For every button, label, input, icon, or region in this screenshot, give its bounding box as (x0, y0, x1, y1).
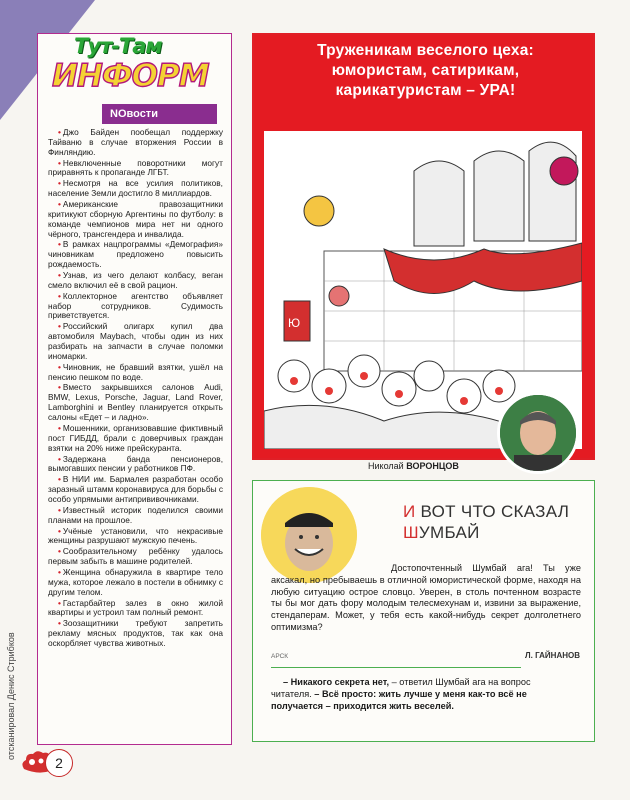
news-item: • Российский олигарх купил два автомобиля Maybach, чтобы один из них разбирать на запчасти в случае поломки иномарки. (48, 322, 223, 361)
news-item: • В НИИ им. Бармалея разработан особо заразный штамм коронавируса для борьбы с особо упрямыми антипрививочниками. (48, 475, 223, 505)
heading-text: УМБАЙ (418, 523, 480, 543)
logo (38, 34, 231, 98)
cartoon-author (368, 461, 459, 471)
news-item: • Невключенные поворотники могут приравнять к пропаганде ЛГБТ. (48, 159, 223, 179)
cartoon-title-line: Труженикам веселого цеха: (317, 42, 534, 59)
cartoon-title (254, 41, 597, 100)
answer-plain-part: – ответил Шумбай ага на вопрос читателя. (271, 677, 531, 699)
news-item: • Американские правозащитники критикуют сборную Аргентины по футболу: в команде чемпионов мира нет ни одного чёрного, трансгендера и инвалида. (48, 200, 223, 239)
news-item: • Коллекторное агентство объявляет набор сотрудников. Судимость приветствуется. (48, 292, 223, 322)
news-item: • Известный историк поделился своими планами на прошлое. (48, 506, 223, 526)
news-item: • Вместо закрывшихся салонов Audi, BMW, Lexus, Porsche, Jaguar, Land Rover, Lamborghini и Bentley планируется открыть салоны «Едет – и ладно». (48, 383, 223, 422)
question-source: АРСК (271, 653, 289, 660)
news-item: • Женщина обнаружила в квартире тело мужа, которое лежало в постели в обнимку с другим телом. (48, 568, 223, 598)
shumbai-panel (252, 480, 595, 742)
news-list (48, 128, 223, 649)
logo-top-text: Тут-Там (74, 34, 162, 58)
author-portrait (500, 395, 576, 471)
news-item: • В рамках нацпрограммы «Демография» чиновникам предложено повысить рождаемость. (48, 240, 223, 270)
news-item: • Гастарбайтер залез в окно жилой квартиры и устроил там полный ремонт. (48, 599, 223, 619)
page-number: 2 (45, 749, 73, 777)
cartoon-title-line: юмористам, сатирикам, (331, 61, 520, 79)
logo-main-text: ИНФОРМ (52, 58, 209, 94)
news-item: • Несмотря на все усилия политиков, население Земли достигло 8 миллиардов. (48, 179, 223, 199)
author-photo (497, 392, 579, 474)
news-item: • Джо Байден пообещал поддержку Тайваню в случае вторжения России в Финляндию. (48, 128, 223, 158)
news-item: • Задержана банда пенсионеров, вымогавших пенсии у работников ПФ. (48, 455, 223, 475)
scan-credit: отсканировал Денис Стрибков (6, 632, 16, 760)
heading-initial: И (403, 502, 416, 521)
news-item: • Узнав, из чего делают колбасу, веган смело включил её в свой рацион. (48, 271, 223, 291)
news-item: • Чиновник, не бравший взятки, ушёл на пенсию пешком по воде. (48, 363, 223, 383)
reader-question: Достопочтенный Шумбай ага! Ты уже аксакал, но пребываешь в отличной юмористической форме, находя на любую ситуацию острое словцо. Уверен, в столь почтенном возрасте ты бы мог дать фору молодым телесмехунам и, извини за выражение, стендаперам. Может, у тебя есть какой-нибудь секрет долголетнего оптимизма? (271, 563, 581, 632)
cartoon-banner-text: Ю (288, 316, 301, 330)
cartoon-title-line: карикатуристам – УРА! (335, 81, 516, 99)
question-signature: Л. ГАЙНАНОВ (525, 651, 580, 660)
answer-bold-part: – Всё просто: жить лучше у меня как-то всё не получается – приходится жить веселей. (271, 688, 527, 711)
heading-text: ВОТ ЧТО СКАЗАЛ (415, 502, 570, 521)
news-item: • Мошенники, организовавшие фиктивный пост ГИБДД, брали с доверчивых граждан взятки на 20% ниже прейскуранта. (48, 424, 223, 454)
answer-bold-part: – Никакого секрета нет, (283, 677, 390, 687)
author-first-name: Николай (368, 461, 404, 471)
news-item: • Сообразительному ребёнку удалось первым забыть в машине родителей. (48, 547, 223, 567)
divider (271, 667, 521, 668)
news-column (37, 33, 232, 745)
news-item: • Зоозащитники требуют запретить рекламу мясных продуктов, так как она оскорбляет чувства животных. (48, 619, 223, 649)
shumbai-heading (403, 501, 569, 544)
shumbai-answer (271, 677, 571, 713)
author-last-name: ВОРОНЦОВ (406, 461, 459, 471)
section-title: NOвости (102, 104, 217, 124)
news-item: • Учёные установили, что некрасивые женщины разрушают мужскую печень. (48, 527, 223, 547)
heading-initial: Ш (403, 523, 419, 543)
